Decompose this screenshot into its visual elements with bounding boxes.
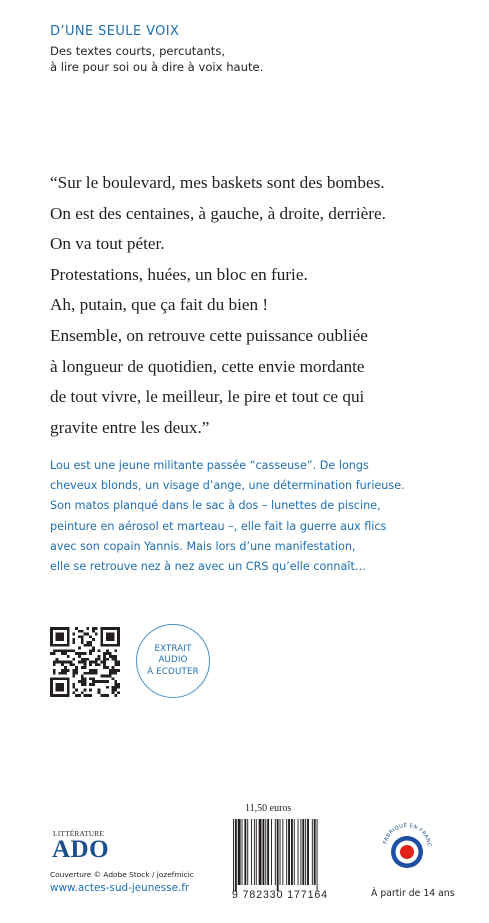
quote-block <box>50 168 386 443</box>
age-recommendation: À partir de 14 ans <box>371 888 455 899</box>
quote-line: On va tout péter. <box>50 234 165 254</box>
quote-line: Protestations, huées, un bloc en furie. <box>50 264 308 284</box>
blurb-line: cheveux blonds, un visage d’ange, une détermination furieuse. <box>50 479 405 493</box>
blurb-line: elle se retrouve nez à nez avec un CRS qu’elle connaît… <box>50 560 367 574</box>
blurb-line: avec son copain Yannis. Mais lors d’une manifestation, <box>50 539 356 553</box>
series-desc-line: Des textes courts, percutants, <box>50 44 226 58</box>
audio-extract-button[interactable] <box>136 624 210 698</box>
quote-line: “Sur le boulevard, mes baskets sont des bombes. <box>50 173 385 192</box>
quote-line: Ah, putain, que ça fait du bien ! <box>50 295 269 315</box>
blurb-line: Lou est une jeune militante passée “casseuse”. De longs <box>50 459 369 472</box>
fabrique-en-france-icon <box>378 818 436 876</box>
qr-code-icon[interactable] <box>50 627 120 697</box>
series-description <box>50 43 263 75</box>
publisher-url[interactable]: www.actes-sud-jeunesse.fr <box>50 882 190 894</box>
series-desc-line: à lire pour soi ou à dire à voix haute. <box>50 60 264 74</box>
price: 11,50 euros <box>245 803 292 814</box>
blurb-line: Son matos planqué dans le sac à dos – lunettes de piscine, <box>50 499 381 513</box>
fabrique-arc-text: FABRIQUÉ EN FRANC <box>382 822 433 848</box>
quote-line: de tout vivre, le meilleur, le pire et tout ce qui <box>50 387 365 407</box>
litterature-label: LITTÉRATURE <box>53 830 105 838</box>
isbn-number: 9 782330 177164 <box>232 889 328 901</box>
quote-line: à longueur de quotidien, cette envie mordante <box>50 356 365 376</box>
audio-label-line: À ECOUTER <box>147 666 199 677</box>
ado-logo: ADO <box>52 836 110 863</box>
audio-label-line: AUDIO <box>158 655 188 666</box>
barcode-icon <box>232 819 350 891</box>
quote-line: On est des centaines, à gauche, à droite, derrière. <box>50 203 386 223</box>
quote-line: Ensemble, on retrouve cette puissance oubliée <box>50 325 368 345</box>
blurb-line: peinture en aérosol et marteau –, elle fait la guerre aux flics <box>50 519 387 533</box>
series-title: D’UNE SEULE VOIX <box>50 24 180 39</box>
audio-label-line: EXTRAIT <box>154 643 192 654</box>
summary-blurb <box>50 456 405 577</box>
cover-credit: Couverture © Adobe Stock / jozefmicic <box>50 870 194 879</box>
quote-line: gravite entre les deux.” <box>50 417 210 437</box>
